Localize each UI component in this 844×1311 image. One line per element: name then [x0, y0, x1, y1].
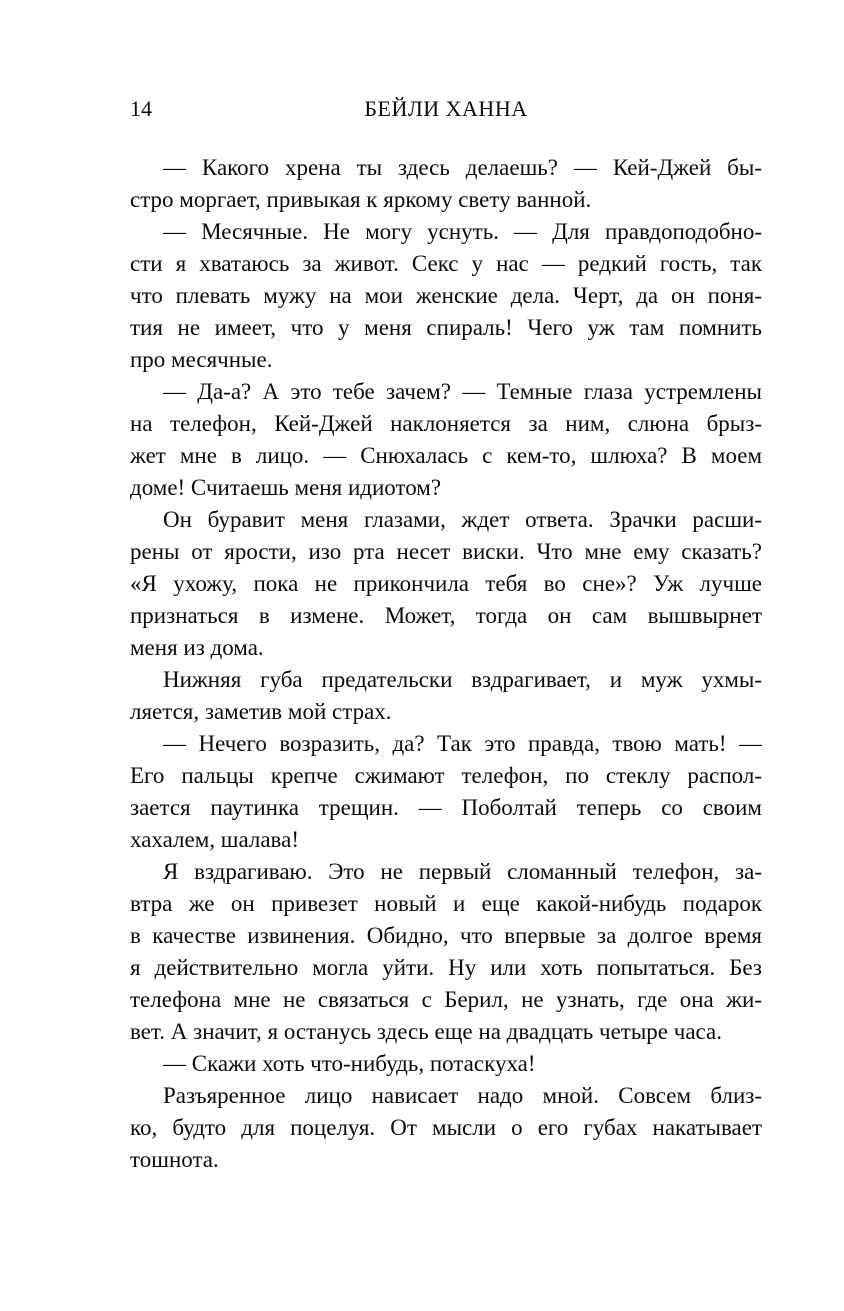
page-number: 14	[130, 96, 152, 121]
text-line: что плевать мужу на мои женские дела. Черт, да он поня-	[130, 283, 762, 308]
text-line: сти я хватаюсь за живот. Секс у нас — редкий гость, так	[130, 251, 762, 276]
text-line: — Скажи хоть что-нибудь, потаскуха!	[163, 1051, 536, 1076]
text-line: про месячные.	[130, 347, 273, 372]
text-line: — Месячные. Не могу уснуть. — Для правдоподобно-	[163, 219, 762, 244]
text-line: Нижняя губа предательски вздрагивает, и муж ухмы-	[163, 667, 762, 692]
paragraph	[130, 376, 762, 504]
running-header: БЕЙЛИ ХАННА	[364, 96, 528, 121]
text-line: Его пальцы крепче сжимают телефон, по стеклу распол-	[130, 763, 762, 788]
text-line: — Нечего возразить, да? Так это правда, твою мать! —	[163, 731, 762, 756]
paragraph	[130, 664, 762, 728]
text-line: ко, будто для поцелуя. От мысли о его губах накатывает	[130, 1115, 762, 1140]
paragraph	[130, 856, 762, 1048]
text-line: тия не имеет, что у меня спираль! Чего уж там помнить	[130, 315, 762, 340]
text-line: доме! Считаешь меня идиотом?	[130, 475, 442, 500]
page-text	[130, 152, 762, 1176]
text-line: хахалем, шалава!	[130, 827, 299, 852]
text-block	[130, 95, 762, 1176]
text-line: — Да-а? А это тебе зачем? — Темные глаза устремлены	[163, 379, 762, 404]
paragraph	[130, 728, 762, 856]
text-line: «Я ухожу, пока не прикончила тебя во сне»? Уж лучше	[130, 571, 762, 596]
text-line: признаться в измене. Может, тогда он сам вышвырнет	[130, 603, 762, 628]
text-line: на телефон, Кей-Джей наклоняется за ним, слюна брыз-	[130, 411, 762, 436]
page-header	[130, 95, 762, 122]
paragraph	[130, 1048, 762, 1080]
text-line: Разъяренное лицо нависает надо мной. Совсем близ-	[163, 1083, 762, 1108]
text-line: вет. А значит, я останусь здесь еще на двадцать четыре часа.	[130, 1019, 722, 1044]
paragraph	[130, 1080, 762, 1176]
text-line: стро моргает, привыкая к яркому свету ванной.	[130, 187, 592, 212]
paragraph	[130, 152, 762, 216]
text-line: в качестве извинения. Обидно, что впервые за долгое время	[130, 923, 762, 948]
text-line: Он буравит меня глазами, ждет ответа. Зрачки расши-	[163, 507, 762, 532]
text-line: Я вздрагиваю. Это не первый сломанный телефон, за-	[163, 859, 762, 884]
text-line: рены от ярости, изо рта несет виски. Что мне ему сказать?	[130, 539, 762, 564]
text-line: втра же он привезет новый и еще какой-нибудь подарок	[130, 891, 762, 916]
text-line: телефона мне не связаться с Берил, не узнать, где она жи-	[130, 987, 762, 1012]
text-line: зается паутинка трещин. — Поболтай теперь со своим	[130, 795, 762, 820]
text-line: тошнота.	[130, 1147, 219, 1172]
text-line: я действительно могла уйти. Ну или хоть попытаться. Без	[130, 955, 762, 980]
paragraph	[130, 216, 762, 376]
text-line: ляется, заметив мой страх.	[130, 699, 392, 724]
paragraph	[130, 504, 762, 664]
text-line: — Какого хрена ты здесь делаешь? — Кей-Джей бы-	[163, 155, 762, 180]
text-line: жет мне в лицо. — Снюхалась с кем-то, шлюха? В моем	[130, 443, 762, 468]
text-line: меня из дома.	[130, 635, 264, 660]
